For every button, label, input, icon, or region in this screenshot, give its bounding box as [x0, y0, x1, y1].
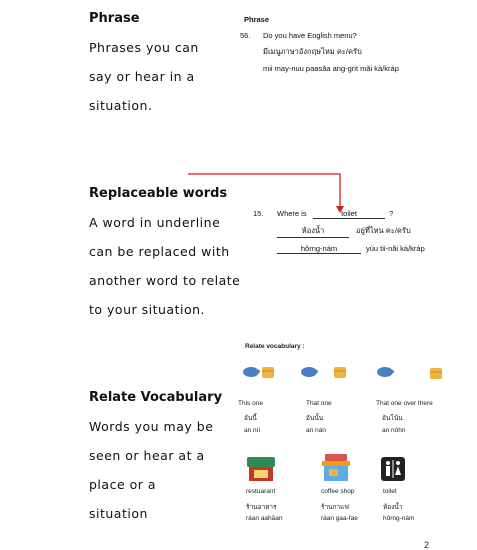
- vocab-romanized: hôrng-nám: [383, 515, 415, 522]
- replaceable-body-line: A word in underline: [89, 215, 221, 230]
- phrase-example-thai: มีเมนูภาษาอังกฤษไหม คะ/ครับ: [263, 47, 362, 56]
- replaceable-thai-word: ห้องน้ำ: [277, 225, 349, 238]
- pointing-hand-box-icon: [376, 364, 446, 382]
- phrase-body-line: say or hear in a: [89, 69, 195, 84]
- vocab-english: That one: [306, 400, 332, 407]
- replaceable-example-suffix: ?: [389, 209, 394, 218]
- vocab-thai: อันโน้น: [382, 415, 403, 422]
- replaceable-body-line: to your situation.: [89, 302, 205, 317]
- replaceable-body-line: can be replaced with: [89, 244, 230, 259]
- vocab-romanized: an nóhn: [382, 427, 406, 434]
- vocab-romanized: an nán: [306, 427, 326, 434]
- replaceable-heading: Replaceable words: [89, 186, 228, 201]
- vocab-thai: ร้านกาแฟ: [321, 504, 349, 511]
- phrase-example-number: 56.: [240, 31, 251, 40]
- pointing-hand-box-icon: [242, 364, 276, 380]
- vocab-heading: Relate Vocabulary: [89, 390, 223, 405]
- vocab-thai: อันนี้: [244, 415, 257, 422]
- pointing-hand-box-icon: [300, 364, 350, 380]
- restaurant-icon: [246, 455, 276, 483]
- vocab-english: restuarant: [246, 488, 276, 495]
- vocab-romanized: an níi: [244, 427, 260, 434]
- vocab-thai: ร้านอาหาร: [246, 504, 277, 511]
- phrase-example-english: Do you have English menu?: [263, 31, 357, 40]
- phrase-body-line: situation.: [89, 98, 153, 113]
- replaceable-example-number: 15.: [253, 209, 264, 218]
- vocab-thai: อันนั้น: [306, 415, 324, 422]
- replaceable-body-line: another word to relate: [89, 273, 241, 288]
- replaceable-romanized-word: hôrng-nám: [277, 244, 361, 254]
- vocab-romanized: ráan aahăan: [246, 515, 283, 522]
- phrase-heading: Phrase: [89, 11, 140, 26]
- coffee-shop-icon: [321, 453, 351, 483]
- phrase-body-line: Phrases you can: [89, 40, 199, 55]
- vocab-romanized: ráan gaa-fae: [321, 515, 358, 522]
- vocab-english: toilet: [383, 488, 397, 495]
- page-number: 2: [424, 540, 430, 550]
- vocab-thai: ห้องน้ำ: [383, 504, 403, 511]
- vocab-english: coffee shop: [321, 488, 355, 495]
- vocab-english: That one over there: [376, 400, 433, 407]
- replaceable-romanized-rest: yùu tii-năi kà/kráp: [366, 244, 425, 253]
- replaceable-word: toilet: [313, 209, 385, 219]
- vocab-body-line: Words you may be: [89, 419, 214, 434]
- phrase-example-romanized: mii may-nuu paasăa ang-grit măi kà/kráp: [263, 64, 399, 73]
- vocab-body-line: place or a: [89, 477, 157, 492]
- vocab-english: This one: [238, 400, 263, 407]
- toilet-icon: [381, 457, 405, 481]
- phrase-example-label: Phrase: [244, 15, 270, 24]
- replaceable-example-prefix: Where is: [277, 209, 307, 218]
- replaceable-thai-rest: อยู่ที่ไหน คะ/ครับ: [356, 226, 411, 235]
- vocab-body-line: situation: [89, 506, 148, 521]
- vocab-label: Relate vocabulary :: [245, 343, 305, 350]
- vocab-body-line: seen or hear at a: [89, 448, 205, 463]
